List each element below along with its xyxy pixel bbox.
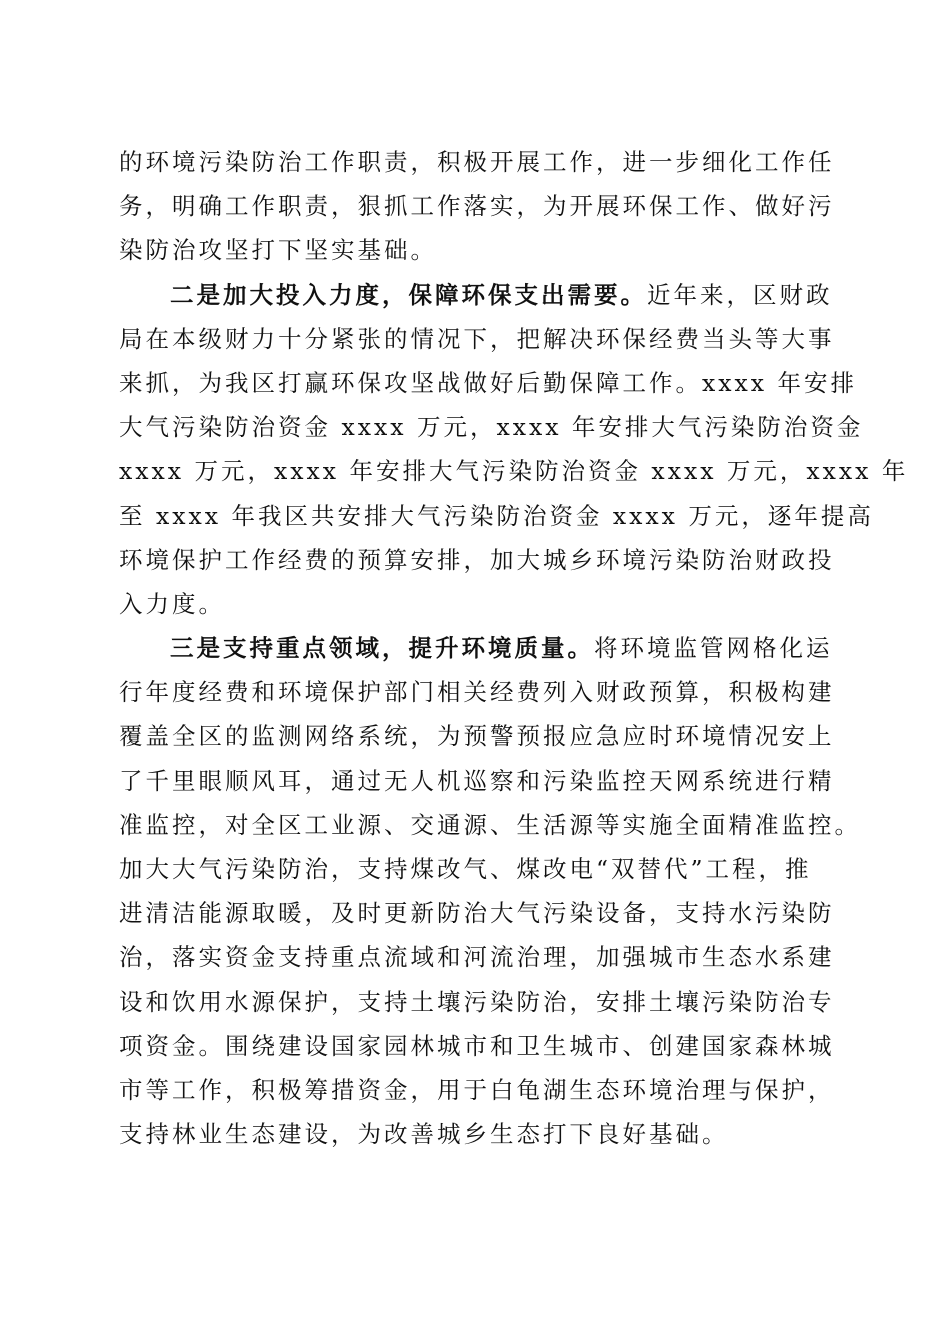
text-line: 行年度经费和环境保护部门相关经费列入财政预算，积极构建 xyxy=(119,678,835,707)
text-line: 的环境污染防治工作职责，积极开展工作，进一步细化工作任 xyxy=(119,148,835,176)
text-line: 了千里眼顺风耳，通过无人机巡察和污染监控天网系统进行精 xyxy=(119,766,835,795)
text-line: xxxx 万元，xxxx 年安排大气污染防治资金 xxxx 万元，xxxx 年 xyxy=(119,457,909,486)
text-line: 进清洁能源取暖，及时更新防治大气污染设备，支持水污染防 xyxy=(119,899,835,928)
text-line: 来抓，为我区打赢环保攻坚战做好后勤保障工作。xxxx 年安排 xyxy=(119,368,857,397)
text-line: 覆盖全区的监测网络系统，为预警预报应急应时环境情况安上 xyxy=(119,722,835,751)
text-line: 局在本级财力十分紧张的情况下，把解决环保经费当头等大事 xyxy=(119,324,835,353)
paragraph-3-first-line xyxy=(119,626,831,670)
paragraph-2-first-text: 近年来，区财政 xyxy=(647,280,833,309)
text-line: 务，明确工作职责，狠抓工作落实，为开展环保工作、做好污 xyxy=(119,192,835,221)
paragraph-3-first-text: 将环境监管网格化运 xyxy=(594,634,833,663)
text-line: 环境保护工作经费的预算安排，加大城乡环境污染防治财政投 xyxy=(119,545,835,574)
text-line: 至 xxxx 年我区共安排大气污染防治资金 xxxx 万元，逐年提高 xyxy=(119,501,874,530)
text-line: 项资金。围绕建设国家园林城市和卫生城市、创建国家森林城 xyxy=(119,1031,835,1060)
document-body xyxy=(119,140,909,1156)
text-line: 支持林业生态建设，为改善城乡生态打下良好基础。 xyxy=(119,1120,729,1149)
text-line: 设和饮用水源保护，支持土壤污染防治，安排土壤污染防治专 xyxy=(119,987,835,1016)
paragraph-2-heading: 二是加大投入力度，保障环保支出需要。 xyxy=(170,280,647,309)
text-line: 入力度。 xyxy=(119,589,225,618)
text-line: 大气污染防治资金 xxxx 万元，xxxx 年安排大气污染防治资金 xyxy=(119,413,864,442)
text-line: 准监控，对全区工业源、交通源、生活源等实施全面精准监控。 xyxy=(119,810,861,839)
text-line: 治，落实资金支持重点流域和河流治理，加强城市生态水系建 xyxy=(119,943,835,972)
text-line: 市等工作，积极筹措资金，用于白龟湖生态环境治理与保护， xyxy=(119,1075,835,1104)
text-line: 加大大气污染防治，支持煤改气、煤改电“双替代”工程，推 xyxy=(119,855,812,883)
paragraph-3-heading: 三是支持重点领域，提升环境质量。 xyxy=(170,634,594,663)
paragraph-2-first-line xyxy=(119,273,831,317)
text-line: 染防治攻坚打下坚实基础。 xyxy=(119,236,437,265)
